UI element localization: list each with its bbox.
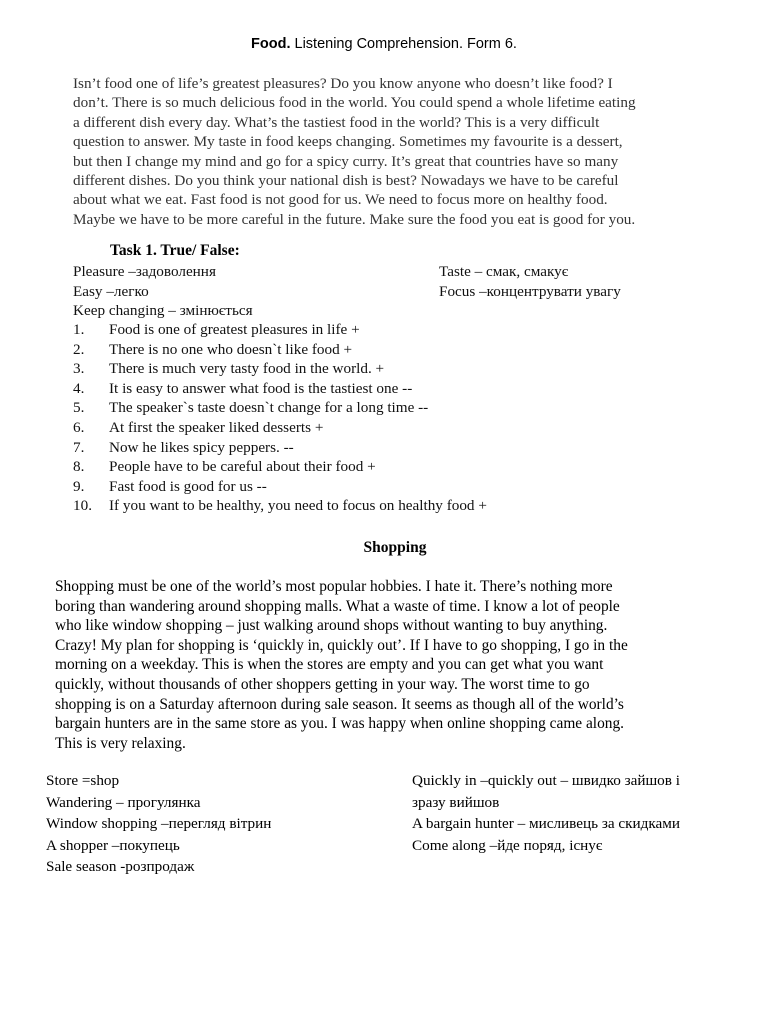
list-item — [73, 457, 673, 477]
vocab-term: Come along –йде поряд, існує — [412, 836, 603, 854]
food-line: don’t. There is so much delicious food in the world. You could spend a whole lifetime eating — [73, 94, 636, 112]
list-item — [73, 398, 673, 418]
true-false-list — [73, 320, 673, 516]
title-bold: Food. — [251, 36, 291, 52]
shopping-line: boring than wandering around shopping malls. What a waste of time. I know a lot of people — [55, 597, 620, 615]
task1-vocabulary — [73, 262, 713, 321]
list-item — [73, 477, 673, 497]
item-text: If you want to be healthy, you need to focus on healthy food + — [109, 497, 487, 515]
item-number: 5. — [73, 399, 85, 417]
food-line: a different dish every day. What’s the tastiest food in the world? This is a very difficult — [73, 113, 600, 131]
item-number: 10. — [73, 497, 92, 515]
item-number: 4. — [73, 379, 85, 397]
list-item — [73, 320, 673, 340]
item-text: Now he likes spicy peppers. -- — [109, 438, 294, 456]
vocab-term: Sale season -розпродаж — [46, 858, 195, 875]
shopping-line: who like window shopping – just walking around shops without wanting to buy anything. — [55, 617, 608, 635]
vocab-term: Taste – смак, смакує — [439, 263, 569, 280]
vocab-row — [73, 301, 713, 321]
food-line: Maybe we have to be more careful in the future. Make sure the food you eat is good for you. — [73, 210, 636, 228]
vocab-term: Focus –концентрувати увагу — [439, 282, 621, 300]
food-line: about what we eat. Fast food is not good for us. We need to focus more on healthy food. — [73, 191, 608, 209]
item-number: 9. — [73, 477, 85, 495]
item-text: There is no one who doesn`t like food + — [109, 340, 353, 358]
food-line: Isn’t food one of life’s greatest pleasures? Do you know anyone who doesn’t like food? I — [73, 75, 613, 92]
vocab-term: Window shopping –перегляд вітрин — [46, 815, 272, 832]
vocab-term: Keep changing – змінюється — [73, 302, 253, 319]
title-rest: Listening Comprehension. Form 6. — [290, 36, 517, 52]
list-item — [73, 340, 673, 360]
food-line: question to answer. My taste in food keeps changing. Sometimes my favourite is a dessert, — [73, 133, 623, 151]
list-item — [73, 438, 673, 458]
vocab-row — [73, 262, 713, 282]
list-item — [73, 359, 673, 379]
item-number: 6. — [73, 418, 85, 436]
shopping-heading: Shopping — [363, 539, 427, 556]
vocab-term: A shopper –покупець — [46, 836, 180, 854]
vocab-term: Quickly in –quickly out – швидко зайшов і — [412, 772, 680, 789]
item-text: At first the speaker liked desserts + — [109, 418, 324, 436]
item-text: It is easy to answer what food is the tastiest one -- — [109, 379, 413, 397]
list-item — [73, 379, 673, 399]
item-text: The speaker`s taste doesn`t change for a long time -- — [109, 399, 429, 417]
page-title — [0, 36, 768, 52]
item-text: Food is one of greatest pleasures in life + — [109, 321, 360, 338]
item-number: 1. — [73, 321, 85, 338]
shopping-line: This is very relaxing. — [55, 734, 186, 752]
item-text: People have to be careful about their food + — [109, 458, 376, 476]
shopping-line: Crazy! My plan for shopping is ‘quickly in, quickly out’. If I have to go shopping, I go in the — [55, 636, 628, 654]
shopping-line: morning on a weekday. This is when the stores are empty and you can get what you want — [55, 656, 604, 674]
item-number: 7. — [73, 438, 85, 456]
vocab-term: Pleasure –задоволення — [73, 263, 216, 280]
shopping-paragraph — [55, 577, 745, 753]
shopping-line: Shopping must be one of the world’s most popular hobbies. I hate it. There’s nothing more — [55, 578, 613, 595]
task1-heading: Task 1. True/ False: — [110, 242, 240, 259]
item-number: 2. — [73, 340, 85, 358]
list-item — [73, 418, 673, 438]
item-text: There is much very tasty food in the world. + — [109, 360, 385, 378]
item-number: 3. — [73, 360, 85, 378]
vocab-column-left — [46, 770, 406, 878]
vocab-term: Wandering – прогулянка — [46, 793, 201, 811]
vocab-term: Store =shop — [46, 772, 120, 789]
vocab-term: A bargain hunter – мисливець за скидками — [412, 815, 680, 832]
item-text: Fast food is good for us -- — [109, 477, 267, 495]
list-item — [73, 496, 673, 516]
vocab-term: зразу вийшов — [412, 793, 500, 811]
food-line: different dishes. Do you think your national dish is best? Nowadays we have to be careful — [73, 172, 619, 190]
shopping-line: shopping is on a Saturday afternoon during sale season. It seems as though all of the world’s — [55, 695, 624, 713]
shopping-line: bargain hunters are in the same store as you. I was happy when online shopping came along. — [55, 715, 625, 733]
food-paragraph — [73, 74, 733, 229]
shopping-line: quickly, without thousands of other shoppers getting in your way. The worst time to go — [55, 675, 590, 693]
vocab-term: Easy –легко — [73, 282, 149, 300]
vocab-row — [73, 282, 713, 302]
food-line: but then I change my mind and go for a spicy curry. It’s great that countries have so many — [73, 152, 619, 170]
vocab-column-right — [412, 770, 752, 856]
item-number: 8. — [73, 458, 85, 476]
